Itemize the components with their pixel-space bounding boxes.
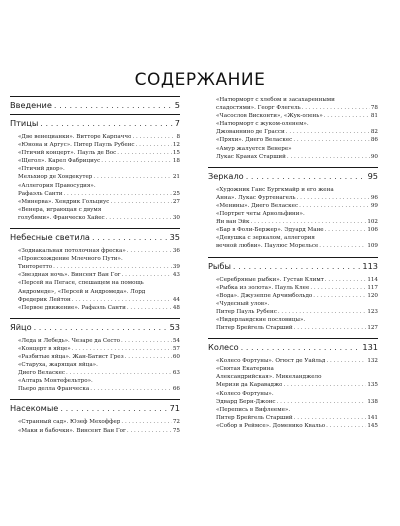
- entry-title-line: «Художник Ганс Бургкмайр и его жена: [216, 186, 334, 193]
- entry-title: голубями». Франческо Хайес: [18, 214, 105, 221]
- entry-title-line: «Перепись в Вифлееме».: [216, 406, 291, 413]
- dot-leader: [90, 385, 172, 393]
- entry-row: [18, 263, 180, 271]
- page-title: СОДЕРЖАНИЕ: [134, 70, 266, 90]
- entry-row: [216, 284, 378, 292]
- entry-page: 30: [172, 214, 180, 221]
- entry-title-line: «Девушка с зеркалом, аллегория: [216, 235, 315, 242]
- dot-leader: [325, 226, 367, 234]
- entry-title: «Птичий концерт». Пауль де Вос: [18, 150, 117, 157]
- toc-entry[interactable]: [216, 112, 378, 120]
- entry-page: 60: [172, 353, 180, 360]
- toc-entry[interactable]: [18, 353, 180, 361]
- dot-leader: [278, 308, 366, 316]
- entry-row: [18, 271, 180, 279]
- dot-leader: [325, 276, 367, 284]
- toc-entry[interactable]: [18, 206, 180, 222]
- entry-title-line: Александрийская». Микеланджело: [216, 374, 322, 381]
- dot-leader: [92, 232, 168, 242]
- entry-page: 39: [172, 264, 180, 271]
- section-entries: [10, 417, 180, 440]
- entry-title-line: «Нидерландские пословицы».: [216, 316, 306, 323]
- dot-leader: [72, 345, 172, 353]
- toc-entry[interactable]: [216, 300, 378, 316]
- entry-title: Рафаэль Санти: [18, 190, 63, 197]
- section-title: Колесо: [208, 342, 239, 353]
- entry-title: «Серебряные рыбки». Густав Климт: [216, 276, 324, 283]
- dot-leader: [286, 128, 370, 136]
- entry-page: 99: [370, 202, 378, 209]
- entry-title-line: «Натюрморт с хлебом и засахаренными: [216, 97, 335, 103]
- entry-title: Ян ван Эйк: [216, 219, 250, 226]
- entry-row: [18, 214, 180, 222]
- toc-entry[interactable]: [216, 316, 378, 332]
- toc-entry[interactable]: [216, 276, 378, 284]
- section-entries: [10, 246, 180, 318]
- entry-title: «Концерт в яйце»: [18, 345, 71, 352]
- section-entries: [10, 336, 180, 400]
- entry-page: 48: [172, 304, 180, 311]
- entry-page: 106: [367, 227, 378, 234]
- section-title: Птицы: [10, 118, 39, 128]
- entry-page: 138: [367, 398, 378, 405]
- entry-row: [18, 141, 180, 149]
- section-entries: [208, 356, 378, 436]
- entry-page: 44: [172, 296, 180, 303]
- entry-title: Анна». Лукас Фуртенагель: [216, 194, 296, 201]
- section-page: 53: [169, 321, 180, 332]
- section-heading[interactable]: [10, 97, 180, 114]
- entry-title: Тинторетто: [18, 264, 53, 271]
- dot-leader: [297, 194, 370, 202]
- entry-row: [18, 337, 180, 345]
- dot-leader: [40, 118, 172, 128]
- section-heading[interactable]: [10, 229, 180, 246]
- dot-leader: [127, 247, 172, 255]
- entry-title: «Юнона и Аргус». Питер Пауль Рубенс: [18, 142, 135, 149]
- toc-entry[interactable]: [18, 337, 180, 345]
- entry-title: Мельхиор де Хондекутер: [18, 174, 93, 181]
- toc-entry[interactable]: [18, 271, 180, 279]
- toc-entry[interactable]: [216, 365, 378, 389]
- toc-entry[interactable]: [216, 210, 378, 226]
- entry-title-line: «Натюрморт с жуком-оленем».: [216, 121, 309, 128]
- entry-page: 135: [367, 382, 378, 389]
- toc-entry[interactable]: [216, 390, 378, 406]
- toc-entry[interactable]: [18, 427, 180, 435]
- toc-entry[interactable]: [18, 361, 180, 377]
- entry-row: [216, 381, 378, 389]
- dot-leader: [293, 136, 370, 144]
- toc-entry[interactable]: [18, 157, 180, 165]
- section-entries: [208, 185, 378, 257]
- toc-entry[interactable]: [216, 136, 378, 144]
- entry-row: [216, 308, 378, 316]
- entry-row: [216, 242, 378, 250]
- toc-entry[interactable]: [216, 202, 378, 210]
- toc-column-right: [208, 96, 378, 436]
- entry-page: 96: [370, 194, 378, 201]
- toc-entry[interactable]: [18, 149, 180, 157]
- section-title: Насекомые: [10, 403, 59, 414]
- entry-title: Пьеро делла Франческа: [18, 386, 90, 393]
- dot-leader: [122, 271, 172, 279]
- dot-leader: [106, 214, 172, 222]
- entry-title-line: «Чудесный улов».: [216, 300, 270, 307]
- entry-title: сладостями». Георг Флегель: [216, 105, 301, 112]
- entry-title: «Странный сад». Юзеф Мехоффер: [18, 419, 121, 426]
- section-page: 113: [362, 260, 378, 271]
- entry-title-line: «Венера, играющая с двумя: [18, 206, 102, 213]
- entry-row: [216, 202, 378, 210]
- entry-row: [18, 427, 180, 435]
- entry-row: [216, 292, 378, 300]
- entry-page: 15: [172, 150, 180, 157]
- entry-title: «Собор в Реймсе». Доменико Квальо: [216, 422, 326, 429]
- dot-leader: [101, 157, 172, 165]
- dot-leader: [110, 198, 171, 206]
- toc-entry[interactable]: [18, 198, 180, 206]
- dot-leader: [283, 381, 366, 389]
- dot-leader: [324, 112, 370, 120]
- dot-leader: [72, 296, 172, 304]
- entry-page: 127: [367, 325, 378, 332]
- dot-leader: [121, 418, 171, 426]
- section-entries: [10, 132, 180, 228]
- entry-row: [18, 149, 180, 157]
- dot-leader: [246, 171, 366, 181]
- entry-title-line: «Аллегория Правосудия».: [18, 182, 96, 189]
- entry-page: 117: [367, 284, 378, 291]
- entry-page: 57: [172, 345, 180, 352]
- entry-row: [216, 324, 378, 332]
- toc-entry[interactable]: [216, 145, 378, 153]
- entry-title: «Вода». Джузеппе Арчимбольдо: [216, 292, 313, 299]
- entry-title: «Рыбка из золота». Пауль Клее: [216, 284, 310, 291]
- dot-leader: [64, 190, 172, 198]
- dot-leader: [136, 141, 172, 149]
- entry-page: 90: [370, 153, 378, 160]
- entry-title: «Маки и бабочки». Винсент Ван Гог: [18, 427, 126, 434]
- toc-entry[interactable]: [216, 153, 378, 161]
- dot-leader: [277, 398, 367, 406]
- dot-leader: [233, 261, 360, 271]
- entry-row: [18, 353, 180, 361]
- toc-entry[interactable]: [216, 96, 378, 112]
- entry-title: «Две венецианки». Витторе Карпаччо: [18, 134, 132, 140]
- entry-page: 66: [172, 386, 180, 393]
- entry-title: Питер Брейгель Старший: [216, 414, 293, 421]
- entry-row: [18, 369, 180, 377]
- dot-leader: [319, 242, 366, 250]
- entry-title-line: «Персей на Пегасе, спешащем на помощь: [18, 280, 144, 287]
- dot-leader: [241, 342, 361, 352]
- entry-title: «Колесо Фортуны». Огюст де Уайльд: [216, 358, 326, 365]
- entry-row: [18, 190, 180, 198]
- entry-title: «Леда и Лебедь». Чезаре да Сесто: [18, 337, 121, 344]
- section-page: 95: [367, 170, 378, 181]
- section-page: 5: [174, 100, 180, 110]
- toc-entry[interactable]: [18, 165, 180, 181]
- entry-title: Питер Брейгель Старший: [216, 325, 293, 332]
- entry-page: 36: [172, 248, 180, 255]
- section-title: Введение: [10, 100, 52, 110]
- entry-row: [216, 112, 378, 120]
- entry-title: вечной любви». Паулюс Морельсе: [216, 243, 319, 250]
- entry-row: [18, 418, 180, 426]
- toc-entry[interactable]: [18, 255, 180, 271]
- entry-page: 25: [172, 190, 180, 197]
- entry-row: [18, 345, 180, 353]
- entry-page: 120: [367, 292, 378, 299]
- section-entries: [208, 275, 378, 339]
- toc-entry[interactable]: [216, 406, 378, 422]
- section-page: 7: [174, 118, 180, 128]
- entry-page: 54: [172, 337, 180, 344]
- entry-title: «Щегол». Карел Фабрициус: [18, 158, 101, 165]
- section-heading[interactable]: [208, 168, 378, 185]
- dot-leader: [287, 153, 370, 161]
- dot-leader: [127, 427, 172, 435]
- entry-page: 82: [370, 129, 378, 136]
- dot-leader: [302, 104, 370, 112]
- entry-title: Лукас Кранах Старший: [216, 153, 286, 160]
- entry-title: «Часослов Висконти», «Жук-олень»: [216, 113, 323, 120]
- entry-title: «Звездная ночь». Винсент Ван Гог: [18, 272, 121, 279]
- toc-entry[interactable]: [18, 182, 180, 198]
- entry-page: 27: [172, 198, 180, 205]
- dot-leader: [93, 173, 171, 181]
- toc-entry[interactable]: [18, 133, 180, 141]
- entry-page: 109: [367, 243, 378, 250]
- entry-title: «Зодиакальная потолочная фреска»: [18, 248, 126, 255]
- entry-page: 43: [172, 272, 180, 279]
- entry-title-line: «Птичий двор».: [18, 166, 65, 173]
- entry-row: [18, 157, 180, 165]
- dot-leader: [34, 322, 168, 332]
- dot-leader: [127, 304, 172, 312]
- toc-entry[interactable]: [18, 247, 180, 255]
- continued-entries: [208, 96, 378, 167]
- entry-row: [216, 422, 378, 430]
- entry-page: 18: [172, 158, 180, 165]
- entry-page: 81: [370, 113, 378, 120]
- entry-page: 78: [370, 105, 378, 112]
- entry-row: [216, 194, 378, 202]
- dot-leader: [132, 133, 175, 141]
- entry-page: 132: [367, 358, 378, 365]
- section-heading[interactable]: [208, 339, 378, 356]
- entry-title: Питер Пауль Рубенс: [216, 308, 277, 315]
- entry-title-line: «Старуха, жарящая яйца».: [18, 362, 98, 369]
- entry-page: 102: [367, 219, 378, 226]
- entry-title-line: Андромеде», «Персей и Андромеда». Лорд: [18, 288, 146, 295]
- entry-title: «Разбитые яйца». Жан-Батист Грез: [18, 353, 124, 360]
- toc-entry[interactable]: [216, 120, 378, 136]
- toc-entry[interactable]: [18, 141, 180, 149]
- dot-leader: [60, 403, 167, 413]
- entry-row: [216, 398, 378, 406]
- toc-entry[interactable]: [216, 234, 378, 250]
- entry-title: Фредерик Лейтон: [18, 296, 71, 303]
- entry-row: [216, 145, 378, 153]
- entry-title: Меризи да Караваджо: [216, 382, 283, 389]
- section-title: Зеркало: [208, 170, 244, 181]
- section-heading[interactable]: [208, 258, 378, 275]
- toc-entry[interactable]: [216, 357, 378, 365]
- entry-row: [216, 153, 378, 161]
- entry-page: 63: [172, 370, 180, 377]
- dot-leader: [125, 353, 172, 361]
- entry-title: Эдвард Берн-Джонс: [216, 398, 276, 405]
- section-heading[interactable]: [10, 400, 180, 417]
- entry-page: 145: [367, 422, 378, 429]
- entry-title: «Минерва». Хендрик Гольциус: [18, 198, 110, 205]
- entry-row: [216, 104, 378, 112]
- toc-entry[interactable]: [216, 292, 378, 300]
- toc-entry[interactable]: [216, 284, 378, 292]
- dot-leader: [54, 100, 173, 110]
- dot-leader: [66, 369, 172, 377]
- dot-leader: [117, 149, 172, 157]
- dot-leader: [251, 218, 367, 226]
- toc-entry[interactable]: [18, 279, 180, 303]
- entry-row: [18, 198, 180, 206]
- dot-leader: [326, 422, 366, 430]
- toc-entry[interactable]: [18, 418, 180, 426]
- dot-leader: [121, 337, 172, 345]
- section-page: 35: [169, 232, 180, 243]
- entry-page: 72: [172, 419, 180, 426]
- entry-row: [18, 247, 180, 255]
- entry-page: 12: [172, 142, 180, 149]
- entry-title-line: «Колесо Фортуны».: [216, 390, 274, 397]
- toc-entry[interactable]: [216, 226, 378, 234]
- section-title: Небесные светила: [10, 232, 90, 243]
- entry-row: [216, 357, 378, 365]
- dot-leader: [310, 284, 366, 292]
- entry-page: 141: [367, 414, 378, 421]
- entry-page: 123: [367, 308, 378, 315]
- entry-row: [18, 385, 180, 393]
- entry-row: [216, 226, 378, 234]
- section-heading[interactable]: [10, 115, 180, 132]
- toc-entry[interactable]: [18, 345, 180, 353]
- section-page: 131: [362, 342, 378, 353]
- dot-leader: [313, 292, 366, 300]
- toc-entry[interactable]: [18, 377, 180, 393]
- entry-title-line: «Алтарь Монтефельтро».: [18, 378, 93, 385]
- entry-title: «Амур жалуется Венере»: [216, 145, 292, 152]
- entry-row: [216, 414, 378, 422]
- section-title: Яйцо: [10, 321, 32, 332]
- entry-page: 75: [172, 427, 180, 434]
- dot-leader: [326, 357, 366, 365]
- entry-page: 8: [176, 134, 180, 140]
- entry-title: «Первое движение». Рафаэль Санти: [18, 304, 126, 311]
- toc-entry[interactable]: [18, 304, 180, 312]
- dot-leader: [299, 202, 370, 210]
- entry-title-line: «Портрет четы Арнольфини».: [216, 211, 305, 218]
- entry-title: Джованнино де Грасси: [216, 129, 285, 136]
- entry-row: [18, 133, 180, 141]
- entry-title: «Менины». Диего Веласкес: [216, 202, 299, 209]
- section-heading[interactable]: [10, 319, 180, 336]
- entry-row: [18, 296, 180, 304]
- entry-title-line: «Происхождение Млечного Пути».: [18, 256, 123, 263]
- entry-title: «Пряхи». Диего Веласкес: [216, 137, 293, 144]
- dot-leader: [294, 324, 367, 332]
- entry-row: [216, 128, 378, 136]
- toc-column-left: [10, 96, 180, 441]
- entry-row: [216, 136, 378, 144]
- toc-entry[interactable]: [216, 422, 378, 430]
- entry-page: 21: [172, 174, 180, 181]
- dot-leader: [294, 414, 367, 422]
- entry-row: [216, 218, 378, 226]
- entry-page: 114: [367, 276, 378, 283]
- entry-row: [18, 173, 180, 181]
- section-page: 71: [169, 403, 180, 414]
- entry-page: 86: [370, 137, 378, 144]
- entry-title: Диего Веласкес: [18, 370, 66, 377]
- entry-title-line: «Святая Екатерина: [216, 366, 274, 373]
- dot-leader: [53, 263, 172, 271]
- toc-entry[interactable]: [216, 186, 378, 202]
- entry-title: «Бар в Фоли-Бержер». Эдуард Мане: [216, 227, 324, 234]
- entry-row: [18, 304, 180, 312]
- entry-row: [216, 276, 378, 284]
- section-title: Рыбы: [208, 260, 231, 271]
